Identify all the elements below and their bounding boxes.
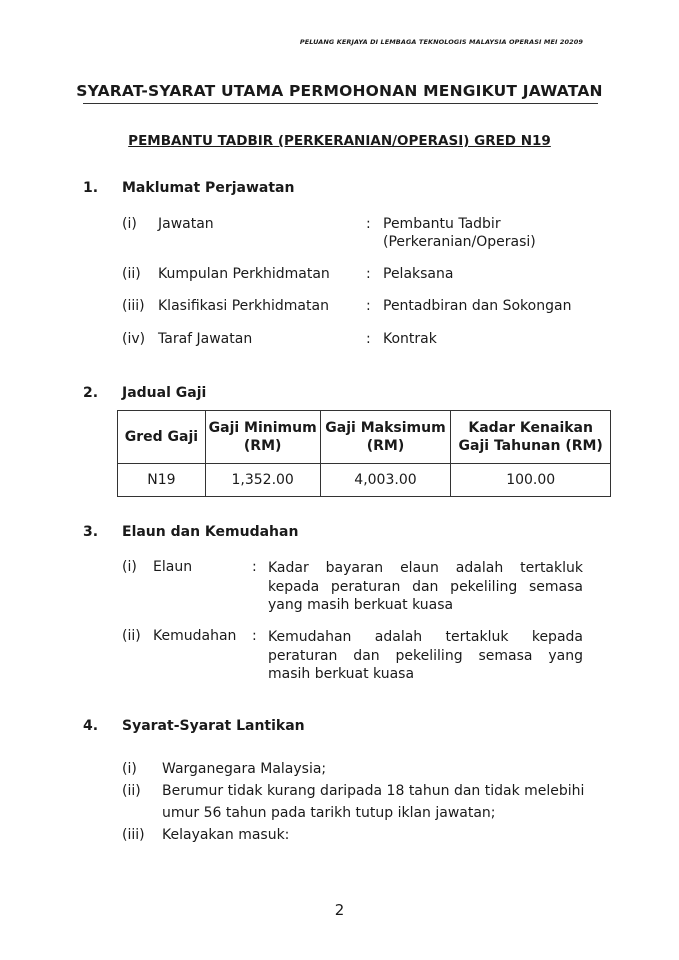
- s1-item2-label: Kumpulan Perkhidmatan: [158, 266, 330, 282]
- s4-item3-text: Kelayakan masuk:: [162, 827, 290, 843]
- salary-header-increment: Kadar Kenaikan Gaji Tahunan (RM): [451, 411, 611, 464]
- section2-title: Jadual Gaji: [122, 385, 207, 401]
- title-divider: [83, 103, 598, 104]
- s1-item1-label: Jawatan: [158, 216, 214, 232]
- section1-title: Maklumat Perjawatan: [122, 180, 295, 196]
- header-note: PELUANG KERJAYA DI LEMBAGA TEKNOLOGIS MALAYSIA OPERASI MEI 20209: [299, 38, 583, 46]
- s1-item2-colon: :: [366, 266, 371, 282]
- s3-item2-label: Kemudahan: [153, 628, 237, 644]
- s1-item4-num: (iv): [122, 331, 146, 347]
- s1-item1-value: Pembantu Tadbir: [383, 216, 501, 232]
- table-row: [118, 464, 611, 497]
- section4-number: 4.: [83, 718, 99, 734]
- s4-item1-num: (i): [122, 761, 137, 777]
- s1-item1-colon: :: [366, 216, 371, 232]
- s1-item2-num: (ii): [122, 266, 141, 282]
- page-number: 2: [334, 901, 345, 919]
- section2-number: 2.: [83, 385, 99, 401]
- s1-item2-value: Pelaksana: [383, 266, 454, 282]
- s1-item4-label: Taraf Jawatan: [158, 331, 253, 347]
- salary-cell-increment: 100.00: [451, 464, 611, 497]
- s3-item1-label: Elaun: [153, 559, 193, 575]
- s3-item2-colon: :: [252, 628, 257, 644]
- s4-item3-num: (iii): [122, 827, 145, 843]
- salary-table: [117, 410, 611, 497]
- salary-cell-max: 4,003.00: [320, 464, 451, 497]
- main-title: SYARAT-SYARAT UTAMA PERMOHONAN MENGIKUT JAWATAN: [76, 82, 603, 100]
- salary-header-min: Gaji Minimum (RM): [205, 411, 320, 464]
- salary-cell-min: 1,352.00: [205, 464, 320, 497]
- s1-item4-value: Kontrak: [383, 331, 437, 347]
- section3-title: Elaun dan Kemudahan: [122, 524, 299, 540]
- sub-title: PEMBANTU TADBIR (PERKERANIAN/OPERASI) GRED N19: [128, 133, 551, 149]
- s4-item2-text: Berumur tidak kurang daripada 18 tahun dan tidak melebihi: [162, 783, 585, 799]
- s3-item1-text: Kadar bayaran elaun adalah tertakluk kepada peraturan dan pekeliling semasa yang masih berkuat kuasa: [268, 560, 583, 613]
- s3-item2-text: Kemudahan adalah tertakluk kepada peraturan dan pekeliling semasa yang masih berkuat kuasa: [268, 629, 583, 682]
- s4-item2-num: (ii): [122, 783, 141, 799]
- section3-number: 3.: [83, 524, 99, 540]
- s1-item3-label: Klasifikasi Perkhidmatan: [158, 298, 329, 314]
- s1-item3-num: (iii): [122, 298, 145, 314]
- salary-header-max: Gaji Maksimum (RM): [320, 411, 451, 464]
- section1-number: 1.: [83, 180, 99, 196]
- salary-cell-grade: N19: [118, 464, 206, 497]
- s3-item1-num: (i): [122, 559, 137, 575]
- s1-item3-colon: :: [366, 298, 371, 314]
- s4-item1-text: Warganegara Malaysia;: [162, 761, 327, 777]
- s1-item1-num: (i): [122, 216, 137, 232]
- salary-table-header-row: [118, 411, 611, 464]
- section4-title: Syarat-Syarat Lantikan: [122, 718, 305, 734]
- salary-header-grade: Gred Gaji: [118, 411, 206, 464]
- s3-item2-num: (ii): [122, 628, 141, 644]
- s4-item2-text-line2: umur 56 tahun pada tarikh tutup iklan jawatan;: [162, 805, 496, 821]
- s3-item1-colon: :: [252, 559, 257, 575]
- s1-item4-colon: :: [366, 331, 371, 347]
- s1-item1-value-line2: (Perkeranian/Operasi): [383, 234, 536, 250]
- s1-item3-value: Pentadbiran dan Sokongan: [383, 298, 572, 314]
